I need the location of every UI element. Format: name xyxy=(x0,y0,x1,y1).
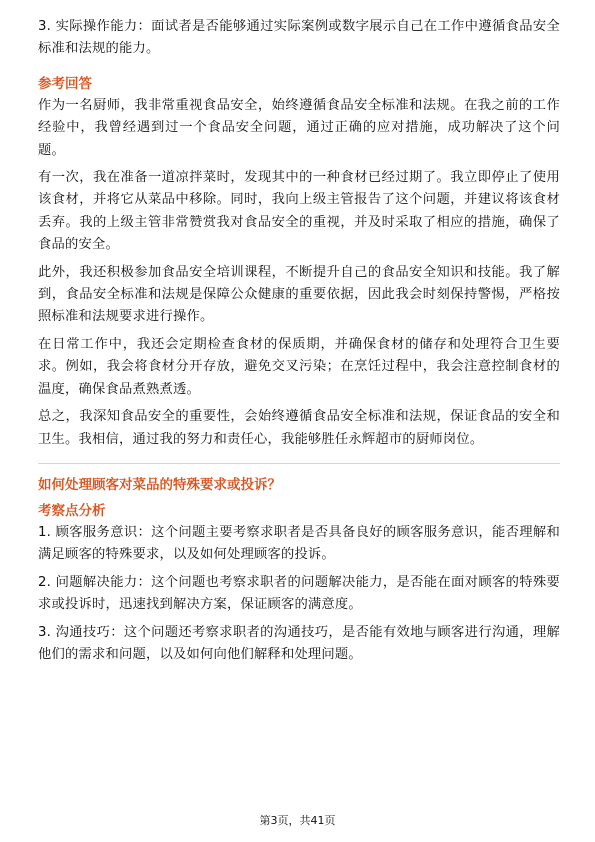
document-body xyxy=(38,16,560,666)
analysis-heading: 考察点分析 xyxy=(38,502,106,519)
analysis-point-2: 2. 问题解决能力：这个问题也考察求职者的问题解决能力，是否能在面对顾客的特殊要求或投诉时，迅速找到解决方案，保证顾客的满意度。 xyxy=(38,574,560,613)
question-title: 如何处理顾客对菜品的特殊要求或投诉？ xyxy=(38,476,281,493)
reference-paragraph-3: 此外，我还积极参加食品安全培训课程，不断提升自己的食品安全知识和技能。我了解到，食品安全标准和法规是保障公众健康的重要依据，因此我会时刻保持警惕，严格按照标准和法规要求进行操作。 xyxy=(38,264,560,325)
criterion-item-3: 3. 实际操作能力：面试者是否能够通过实际案例或数字展示自己在工作中遵循食品安全标准和法规的能力。 xyxy=(38,19,560,57)
reference-answer-heading: 参考回答 xyxy=(38,75,92,92)
reference-paragraph-4: 在日常工作中，我还会定期检查食材的保质期，并确保食材的储存和处理符合卫生要求。例如，我会将食材分开存放，避免交叉污染；在烹饪过程中，我会注意控制食材的温度，确保食品煮熟煮透。 xyxy=(38,336,560,397)
section-divider xyxy=(38,463,560,464)
analysis-point-1: 1. 顾客服务意识：这个问题主要考察求职者是否具备良好的顾客服务意识，能否理解和满足顾客的特殊要求，以及如何处理顾客的投诉。 xyxy=(38,524,560,563)
analysis-point-3: 3. 沟通技巧：这个问题还考察求职者的沟通技巧，是否能有效地与顾客进行沟通，理解他们的需求和问题，以及如何向他们解释和处理问题。 xyxy=(38,624,560,662)
reference-paragraph-2: 有一次，我在准备一道凉拌菜时，发现其中的一种食材已经过期了。我立即停止了使用该食材，并将它从菜品中移除。同时，我向上级主管报告了这个问题，并建议将该食材丢弃。我的上级主管非常赞赏我对食品安全的重视，并及时采取了相应的措施，确保了食品的安全。 xyxy=(38,170,560,253)
page-number: 第3页，共41页 xyxy=(259,814,336,827)
reference-paragraph-5: 总之，我深知食品安全的重要性，会始终遵循食品安全标准和法规，保证食品的安全和卫生。我相信，通过我的努力和责任心，我能够胜任永辉超市的厨师岗位。 xyxy=(38,409,560,447)
reference-paragraph-1: 作为一名厨师，我非常重视食品安全，始终遵循食品安全标准和法规。在我之前的工作经验中，我曾经遇到过一个食品安全问题，通过正确的应对措施，成功解决了这个问题。 xyxy=(38,97,560,158)
